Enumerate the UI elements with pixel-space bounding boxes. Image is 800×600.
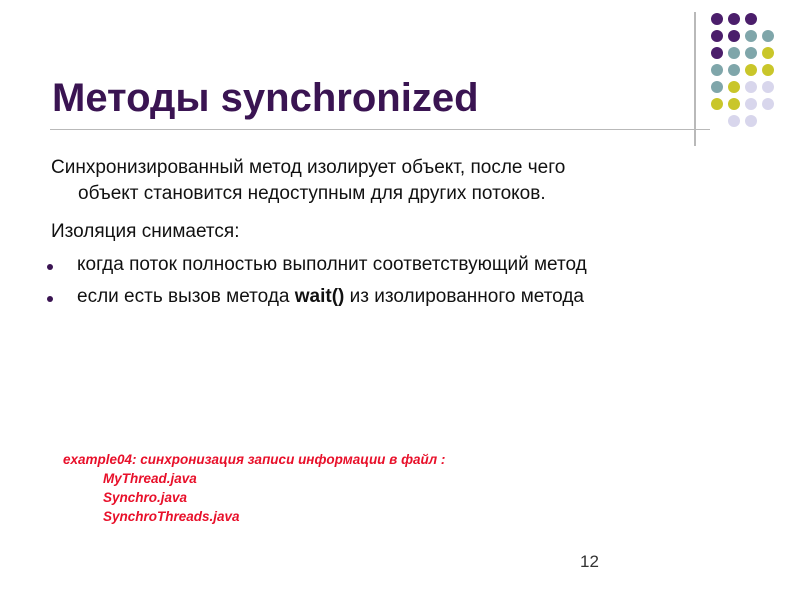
decorative-dot bbox=[728, 115, 740, 127]
decorative-dot bbox=[728, 64, 740, 76]
intro-line-2: объект становится недоступным для других потоков. bbox=[78, 183, 546, 204]
decorative-dot bbox=[711, 81, 723, 93]
example-file: Synchro.java bbox=[103, 490, 188, 505]
decorative-dot bbox=[711, 64, 723, 76]
decorative-dot bbox=[762, 64, 774, 76]
decorative-dot bbox=[762, 98, 774, 110]
decorative-dot bbox=[745, 47, 757, 59]
bullet-2-prefix: если есть вызов метода bbox=[77, 286, 295, 307]
bullet-dot-1 bbox=[47, 264, 53, 270]
bullet-2-method: wait() bbox=[294, 286, 345, 307]
bullet-dot-2 bbox=[47, 296, 53, 302]
decorative-dot bbox=[728, 47, 740, 59]
slide-title: Методы synchronized bbox=[52, 76, 479, 120]
decorative-dot bbox=[745, 64, 757, 76]
example-caption: example04: синхронизация записи информации в файл : bbox=[63, 452, 446, 467]
example-note bbox=[63, 450, 445, 526]
decorative-dot bbox=[728, 81, 740, 93]
decorative-dot bbox=[711, 98, 723, 110]
page-number: 12 bbox=[580, 552, 599, 571]
example-file: SynchroThreads.java bbox=[103, 509, 240, 524]
intro-paragraph bbox=[51, 155, 565, 207]
bullet-item-2 bbox=[77, 284, 584, 310]
bullet-item-1: когда поток полностью выполнит соответствующий метод bbox=[77, 254, 587, 275]
decorative-dot bbox=[745, 30, 757, 42]
decorative-dot bbox=[762, 30, 774, 42]
decorative-dot bbox=[745, 81, 757, 93]
decorative-dot bbox=[745, 13, 757, 25]
bullet-2-suffix: из изолированного метода bbox=[344, 286, 584, 307]
decorative-dot bbox=[711, 13, 723, 25]
isolation-heading: Изоляция снимается: bbox=[51, 221, 240, 242]
decorative-dot bbox=[728, 98, 740, 110]
decorative-dot bbox=[711, 47, 723, 59]
intro-line-1: Синхронизированный метод изолирует объект, после чего bbox=[51, 157, 566, 178]
decorative-dot bbox=[728, 13, 740, 25]
decorative-dot bbox=[745, 98, 757, 110]
decorative-dot bbox=[728, 30, 740, 42]
decorative-dot bbox=[762, 47, 774, 59]
decorative-dot bbox=[711, 30, 723, 42]
decorative-dot bbox=[745, 115, 757, 127]
example-file: MyThread.java bbox=[103, 471, 197, 486]
decorative-dot bbox=[762, 81, 774, 93]
